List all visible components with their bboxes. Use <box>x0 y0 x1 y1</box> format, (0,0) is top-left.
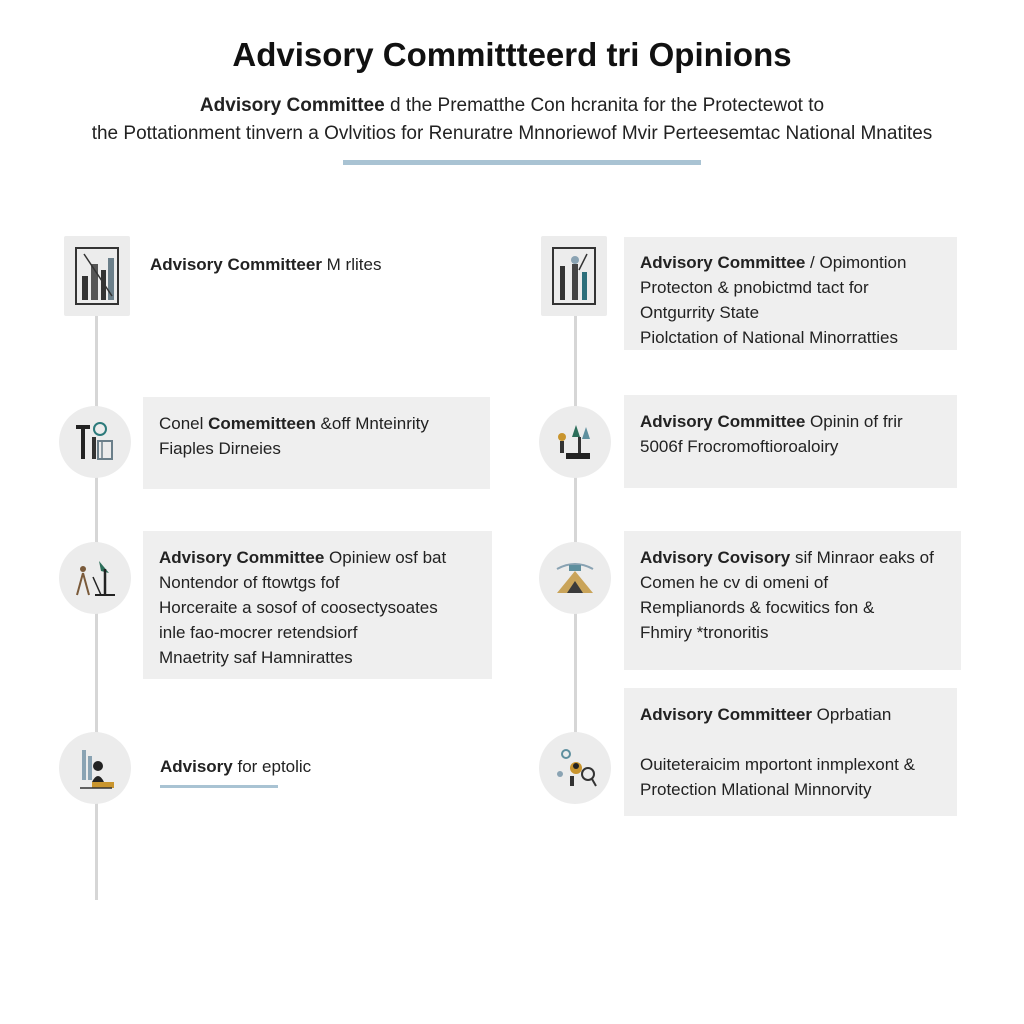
card-line: Advisory Committeer M rlites <box>150 255 382 274</box>
right-node-4 <box>539 732 611 804</box>
card-line: Horceraite a sosof of coosectysoates <box>159 598 438 617</box>
card-line: Advisory Covisory sif Minraor eaks of <box>640 548 934 567</box>
card-line: Piolctation of National Minorratties <box>640 328 898 347</box>
right-node-3 <box>539 542 611 614</box>
city-buildings-icon <box>74 246 120 306</box>
card-line: Remplianords & focwitics fon & <box>640 598 875 617</box>
card-line: Comen he cv di omeni of <box>640 573 829 592</box>
subtitle <box>0 92 1024 148</box>
card-line: Mnaetrity saf Hamnirattes <box>159 648 353 667</box>
right-timeline-spine <box>574 316 577 736</box>
right-node-2 <box>539 406 611 478</box>
card-line: inle fao-mocrer retendsiorf <box>159 623 358 642</box>
card-line: Advisory Committee Opiniew osf bat <box>159 548 447 567</box>
card-line: Fhmiry *tronoritis <box>640 623 769 642</box>
card-line: Nontendor of ftowtgs fof <box>159 573 340 592</box>
left-card-4-underline <box>160 785 278 788</box>
left-node-4 <box>59 732 131 804</box>
building-statue-icon <box>551 246 597 306</box>
left-card-2 <box>143 397 490 489</box>
right-card-3 <box>624 531 961 670</box>
page-title: Advisory Committteerd tri Opinions <box>232 36 792 73</box>
subtitle-bold-prefix: Advisory Committee <box>199 95 385 116</box>
left-card-3 <box>143 531 492 679</box>
subtitle-line-1-rest: d the Prematthe Con hcranita for the Protectewot to <box>384 95 825 116</box>
card-line: Fiaples Dirneies <box>159 439 281 458</box>
card-line: Protecton & pnobictmd tact for <box>640 278 869 297</box>
person-network-icon <box>552 744 598 792</box>
landscape-gem-icon <box>551 555 599 601</box>
right-card-1 <box>624 237 957 350</box>
card-line: Ouiteteraicim mportont inmplexont & <box>640 755 915 774</box>
gathering-people-icon <box>71 555 119 601</box>
card-line: 5006f Frocromoftioroaloiry <box>640 437 839 456</box>
people-tools-icon <box>72 419 118 465</box>
card-line <box>640 727 941 752</box>
card-line: Ontgurrity State <box>640 303 760 322</box>
left-node-3 <box>59 542 131 614</box>
desk-person-icon <box>72 744 118 792</box>
left-node-1 <box>64 236 130 316</box>
card-line: Advisory Committee / Opimontion <box>640 253 907 272</box>
plant-figures-icon <box>552 419 598 465</box>
subtitle-line-1 <box>0 92 1024 120</box>
card-line: Conel Comemitteen &off Mnteinrity <box>159 414 429 433</box>
card-line: Advisory Committee Opinin of frir <box>640 412 903 431</box>
subtitle-line-2: the Pottationment tinvern a Ovlvitios for Renuratre Mnnoriewof Mvir Perteesemtac National Mnatites <box>91 123 933 144</box>
card-line: Advisory for eptolic <box>160 757 312 776</box>
right-card-2 <box>624 395 957 488</box>
card-line: Advisory Committeer Oprbatian <box>640 705 892 724</box>
card-line: Protection Mlational Minnorvity <box>640 780 872 799</box>
title-underline <box>343 160 701 165</box>
left-card-1 <box>134 238 454 291</box>
left-node-2 <box>59 406 131 478</box>
right-card-4 <box>624 688 957 816</box>
right-node-1 <box>541 236 607 316</box>
